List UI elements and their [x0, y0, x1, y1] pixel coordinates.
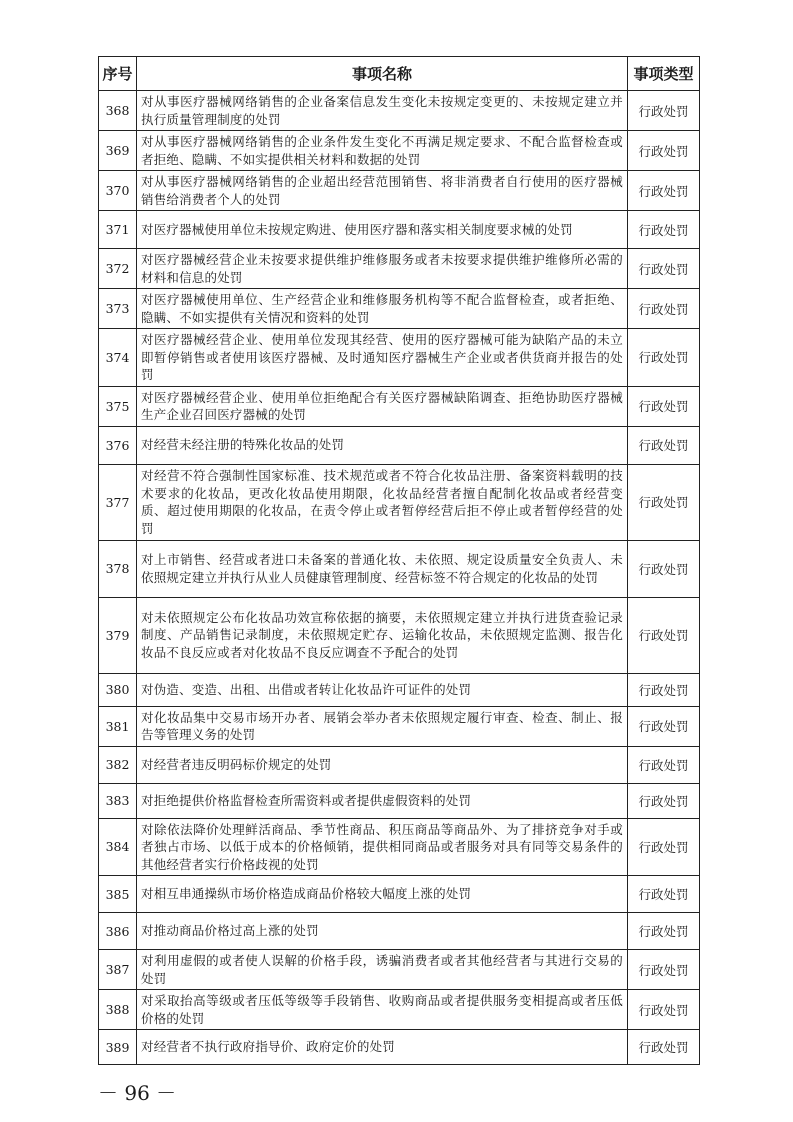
row-name: 对医疗器械使用单位、生产经营企业和维修服务机构等不配合监督检查，或者拒绝、隐瞒、不如实提供有关情况和资料的处罚: [137, 289, 628, 329]
row-index: 377: [99, 464, 137, 540]
row-index: 375: [99, 386, 137, 426]
row-type: 行政处罚: [628, 386, 700, 426]
row-type: 行政处罚: [628, 783, 700, 818]
table-row: [99, 876, 700, 913]
row-name: 对推动商品价格过高上涨的处罚: [137, 913, 628, 950]
table-row: [99, 426, 700, 464]
table-row: [99, 990, 700, 1030]
table-row: [99, 706, 700, 746]
table-row: [99, 673, 700, 706]
header-name: 事项名称: [137, 57, 628, 91]
row-name: 对未依照规定公布化妆品功效宣称依据的摘要，未依照规定建立并执行进货查验记录制度、产品销售记录制度，未依照规定贮存、运输化妆品，未依照规定监测、报告化妆品不良反应或者对化妆品不良反应调查不予配合的处罚: [137, 597, 628, 673]
row-type: 行政处罚: [628, 950, 700, 990]
header-type: 事项类型: [628, 57, 700, 91]
row-index: 372: [99, 249, 137, 289]
table-header-row: [99, 57, 700, 91]
row-index: 378: [99, 540, 137, 597]
table-row: [99, 171, 700, 211]
row-index: 376: [99, 426, 137, 464]
row-name: 对从事医疗器械网络销售的企业条件发生变化不再满足规定要求、不配合监督检查或者拒绝、隐瞒、不如实提供相关材料和数据的处罚: [137, 131, 628, 171]
row-index: 389: [99, 1030, 137, 1065]
row-index: 381: [99, 706, 137, 746]
table-row: [99, 91, 700, 131]
row-name: 对上市销售、经营或者进口未备案的普通化妆、未依照、规定设质量安全负责人、未依照规定建立并执行从业人员健康管理制度、经营标签不符合规定的化妆品的处罚: [137, 540, 628, 597]
row-index: 383: [99, 783, 137, 818]
row-index: 387: [99, 950, 137, 990]
row-name: 对医疗器械经营企业、使用单位拒绝配合有关医疗器械缺陷调查、拒绝协助医疗器械生产企业召回医疗器械的处罚: [137, 386, 628, 426]
row-name: 对经营者不执行政府指导价、政府定价的处罚: [137, 1030, 628, 1065]
row-name: 对医疗器械经营企业、使用单位发现其经营、使用的医疗器械可能为缺陷产品的未立即暂停销售或者使用该医疗器械、及时通知医疗器械生产企业或者供货商并报告的处罚: [137, 329, 628, 387]
row-name: 对相互串通操纵市场价格造成商品价格较大幅度上涨的处罚: [137, 876, 628, 913]
table-row: [99, 783, 700, 818]
row-type: 行政处罚: [628, 540, 700, 597]
row-index: 386: [99, 913, 137, 950]
row-type: 行政处罚: [628, 91, 700, 131]
row-name: 对经营不符合强制性国家标准、技术规范或者不符合化妆品注册、备案资料载明的技术要求的化妆品，更改化妆品使用期限，化妆品经营者擅自配制化妆品或者经营变质、超过使用期限的化妆品，在责令停止或者暂停经营后拒不停止或者暂停经营的处罚: [137, 464, 628, 540]
row-name: 对除依法降价处理鲜活商品、季节性商品、积压商品等商品外、为了排挤竞争对手或者独占市场、以低于成本的价格倾销，提供相同商品或者服务对具有同等交易条件的其他经营者实行价格歧视的处罚: [137, 818, 628, 876]
row-type: 行政处罚: [628, 171, 700, 211]
page-number: － 96 －: [98, 1081, 177, 1105]
table-row: [99, 1030, 700, 1065]
row-index: 382: [99, 746, 137, 783]
row-type: 行政处罚: [628, 329, 700, 387]
header-index: 序号: [99, 57, 137, 91]
document-table: [98, 56, 700, 1065]
row-name: 对从事医疗器械网络销售的企业超出经营范围销售、将非消费者自行使用的医疗器械销售给消费者个人的处罚: [137, 171, 628, 211]
table-row: [99, 746, 700, 783]
row-type: 行政处罚: [628, 426, 700, 464]
table-row: [99, 818, 700, 876]
row-index: 369: [99, 131, 137, 171]
row-index: 368: [99, 91, 137, 131]
row-name: 对利用虚假的或者使人误解的价格手段，诱骗消费者或者其他经营者与其进行交易的处罚: [137, 950, 628, 990]
row-name: 对化妆品集中交易市场开办者、展销会举办者未依照规定履行审查、检查、制止、报告等管理义务的处罚: [137, 706, 628, 746]
row-name: 对经营者违反明码标价规定的处罚: [137, 746, 628, 783]
table-row: [99, 289, 700, 329]
row-type: 行政处罚: [628, 746, 700, 783]
row-type: 行政处罚: [628, 876, 700, 913]
row-index: 379: [99, 597, 137, 673]
row-type: 行政处罚: [628, 249, 700, 289]
table-row: [99, 249, 700, 289]
row-type: 行政处罚: [628, 289, 700, 329]
row-name: 对拒绝提供价格监督检查所需资料或者提供虚假资料的处罚: [137, 783, 628, 818]
table-row: [99, 913, 700, 950]
row-type: 行政处罚: [628, 211, 700, 249]
row-type: 行政处罚: [628, 706, 700, 746]
row-index: 380: [99, 673, 137, 706]
table-row: [99, 329, 700, 387]
table-row: [99, 386, 700, 426]
row-type: 行政处罚: [628, 464, 700, 540]
row-name: 对伪造、变造、出租、出借或者转让化妆品许可证件的处罚: [137, 673, 628, 706]
table-row: [99, 211, 700, 249]
row-name: 对从事医疗器械网络销售的企业备案信息发生变化未按规定变更的、未按规定建立并执行质量管理制度的处罚: [137, 91, 628, 131]
table-row: [99, 540, 700, 597]
row-index: 373: [99, 289, 137, 329]
row-type: 行政处罚: [628, 1030, 700, 1065]
table-row: [99, 464, 700, 540]
table-row: [99, 597, 700, 673]
row-type: 行政处罚: [628, 131, 700, 171]
row-type: 行政处罚: [628, 597, 700, 673]
row-name: 对采取抬高等级或者压低等级等手段销售、收购商品或者提供服务变相提高或者压低价格的处罚: [137, 990, 628, 1030]
row-index: 370: [99, 171, 137, 211]
table-row: [99, 131, 700, 171]
row-type: 行政处罚: [628, 990, 700, 1030]
row-index: 385: [99, 876, 137, 913]
row-index: 371: [99, 211, 137, 249]
row-type: 行政处罚: [628, 913, 700, 950]
row-name: 对医疗器械经营企业未按要求提供维护维修服务或者未按要求提供维护维修所必需的材料和信息的处罚: [137, 249, 628, 289]
row-index: 388: [99, 990, 137, 1030]
row-name: 对医疗器械使用单位未按规定购进、使用医疗器和落实相关制度要求械的处罚: [137, 211, 628, 249]
row-index: 374: [99, 329, 137, 387]
row-name: 对经营未经注册的特殊化妆品的处罚: [137, 426, 628, 464]
row-type: 行政处罚: [628, 673, 700, 706]
row-type: 行政处罚: [628, 818, 700, 876]
row-index: 384: [99, 818, 137, 876]
table-row: [99, 950, 700, 990]
